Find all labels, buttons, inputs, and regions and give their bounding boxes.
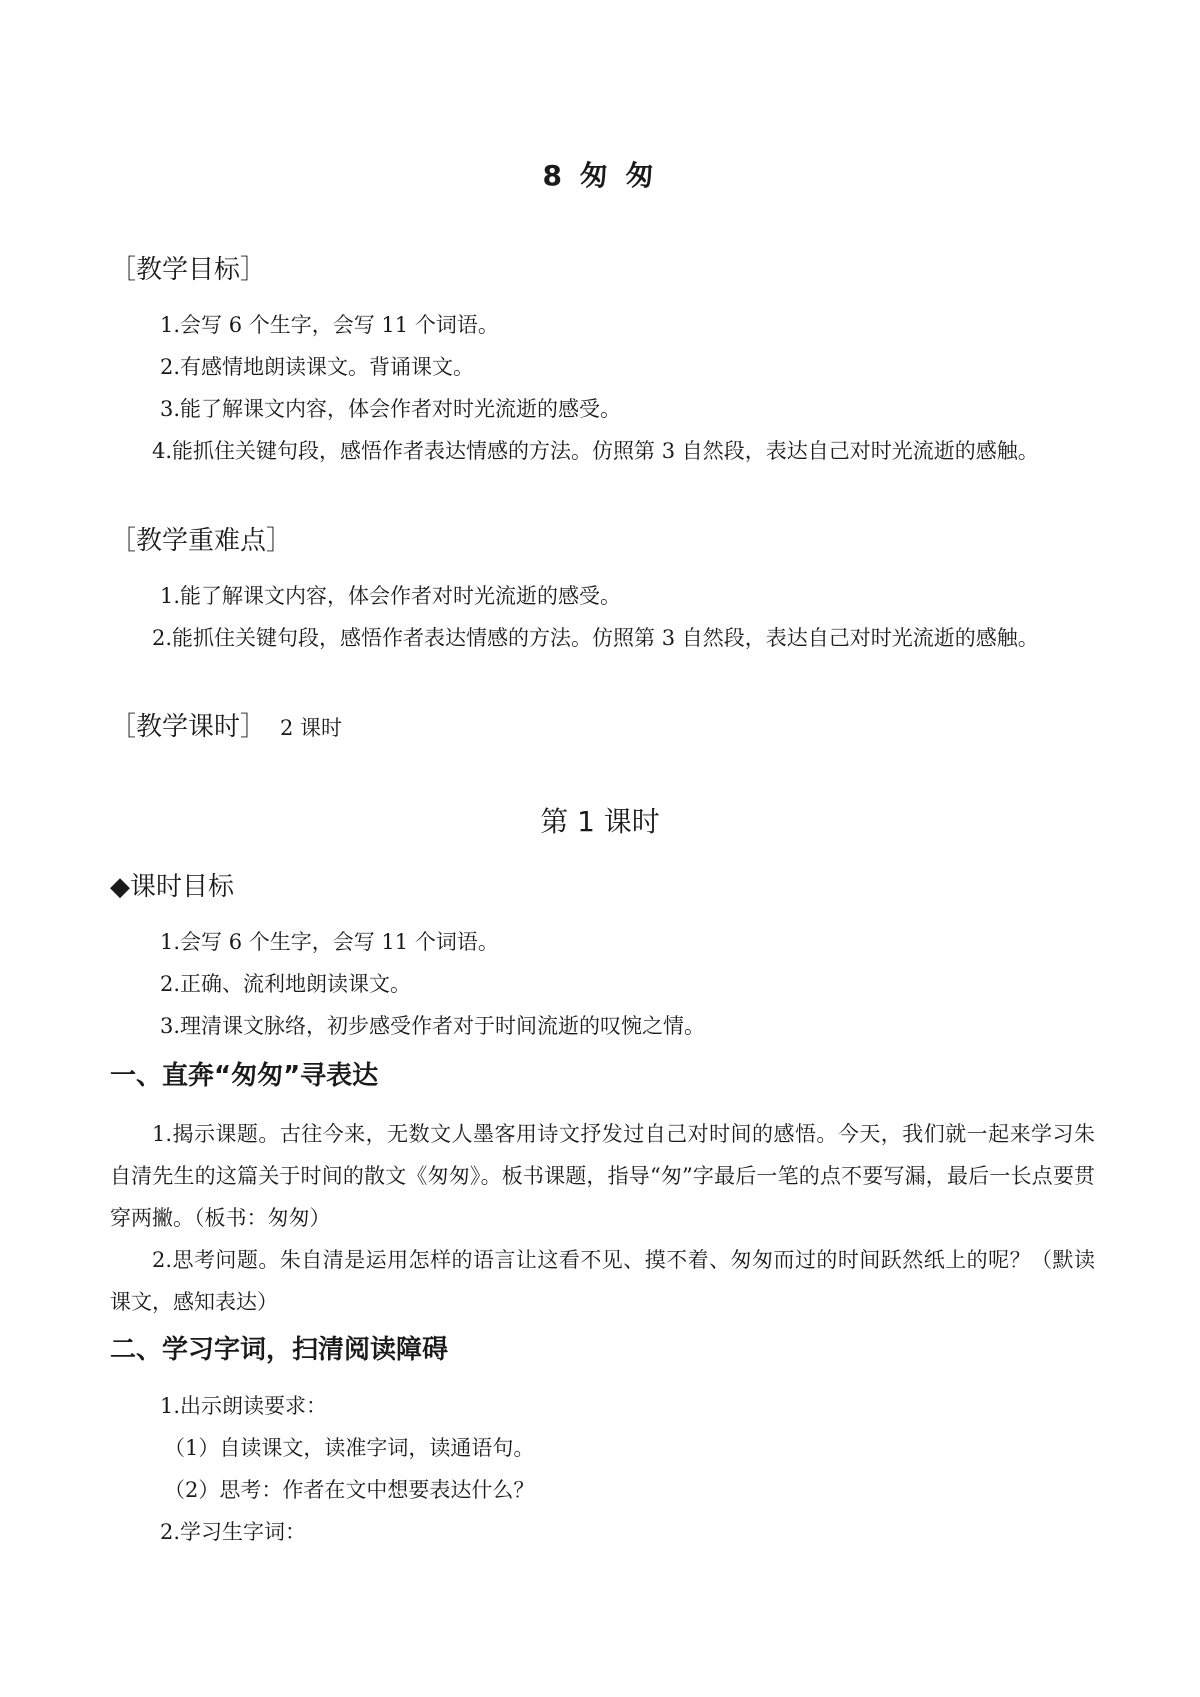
goal-item: 1.会写 6 个生字，会写 11 个词语。	[160, 313, 499, 337]
goal-item: 2.有感情地朗读课文。背诵课文。	[160, 355, 475, 379]
section-line: 1.出示朗读要求：	[160, 1394, 328, 1418]
section-line: 2.学习生字词：	[160, 1520, 307, 1544]
lesson-objective-item: 2.正确、流利地朗读课文。	[160, 972, 412, 996]
section-paragraph: 1.揭示课题。古往今来，无数文人墨客用诗文抒发过自己对时间的感悟。今天，我们就一起来学习朱自清先生的这篇关于时间的散文《匆匆》。板书课题，指导“匆”字最后一笔的点不要写漏，最后一长点要贯穿两撇。（板书：匆匆）	[110, 1122, 1095, 1230]
key-point-item: 1.能了解课文内容，体会作者对时光流逝的感受。	[160, 584, 622, 608]
goal-item: 4.能抓住关键句段，感悟作者表达情感的方法。仿照第 3 自然段，表达自己对时光流逝的感触。	[152, 439, 1039, 463]
section-line: （2）思考：作者在文中想要表达什么？	[164, 1478, 535, 1502]
key-point-item: 2.能抓住关键句段，感悟作者表达情感的方法。仿照第 3 自然段，表达自己对时光流逝的感触。	[152, 626, 1039, 650]
lesson-objective-item: 3.理清课文脉络，初步感受作者对于时间流逝的叹惋之情。	[160, 1014, 706, 1038]
lesson-objectives-heading: ◆课时目标	[110, 872, 234, 902]
lesson-title: 第 1 课时	[540, 805, 660, 838]
section-line: （1）自读课文，读准字词，读通语句。	[164, 1436, 535, 1460]
section-heading: 一、直奔“匆匆”寻表达	[110, 1061, 379, 1091]
goal-item: 3.能了解课文内容，体会作者对时光流逝的感受。	[160, 397, 622, 421]
key-points-heading: ［教学重难点］	[110, 526, 293, 556]
page-title: 8 匆 匆	[542, 159, 658, 192]
periods-heading	[110, 709, 342, 746]
section-paragraph: 2.思考问题。朱自清是运用怎样的语言让这看不见、摸不着、匆匆而过的时间跃然纸上的呢？（默读课文，感知表达）	[110, 1248, 1095, 1314]
goals-heading: ［教学目标］	[110, 255, 267, 285]
section-heading: 二、学习字词，扫清阅读障碍	[110, 1335, 449, 1365]
lesson-objective-item: 1.会写 6 个生字，会写 11 个词语。	[160, 930, 499, 954]
periods-value: 2 课时	[280, 716, 343, 740]
periods-heading-label: ［教学课时］	[110, 712, 267, 742]
